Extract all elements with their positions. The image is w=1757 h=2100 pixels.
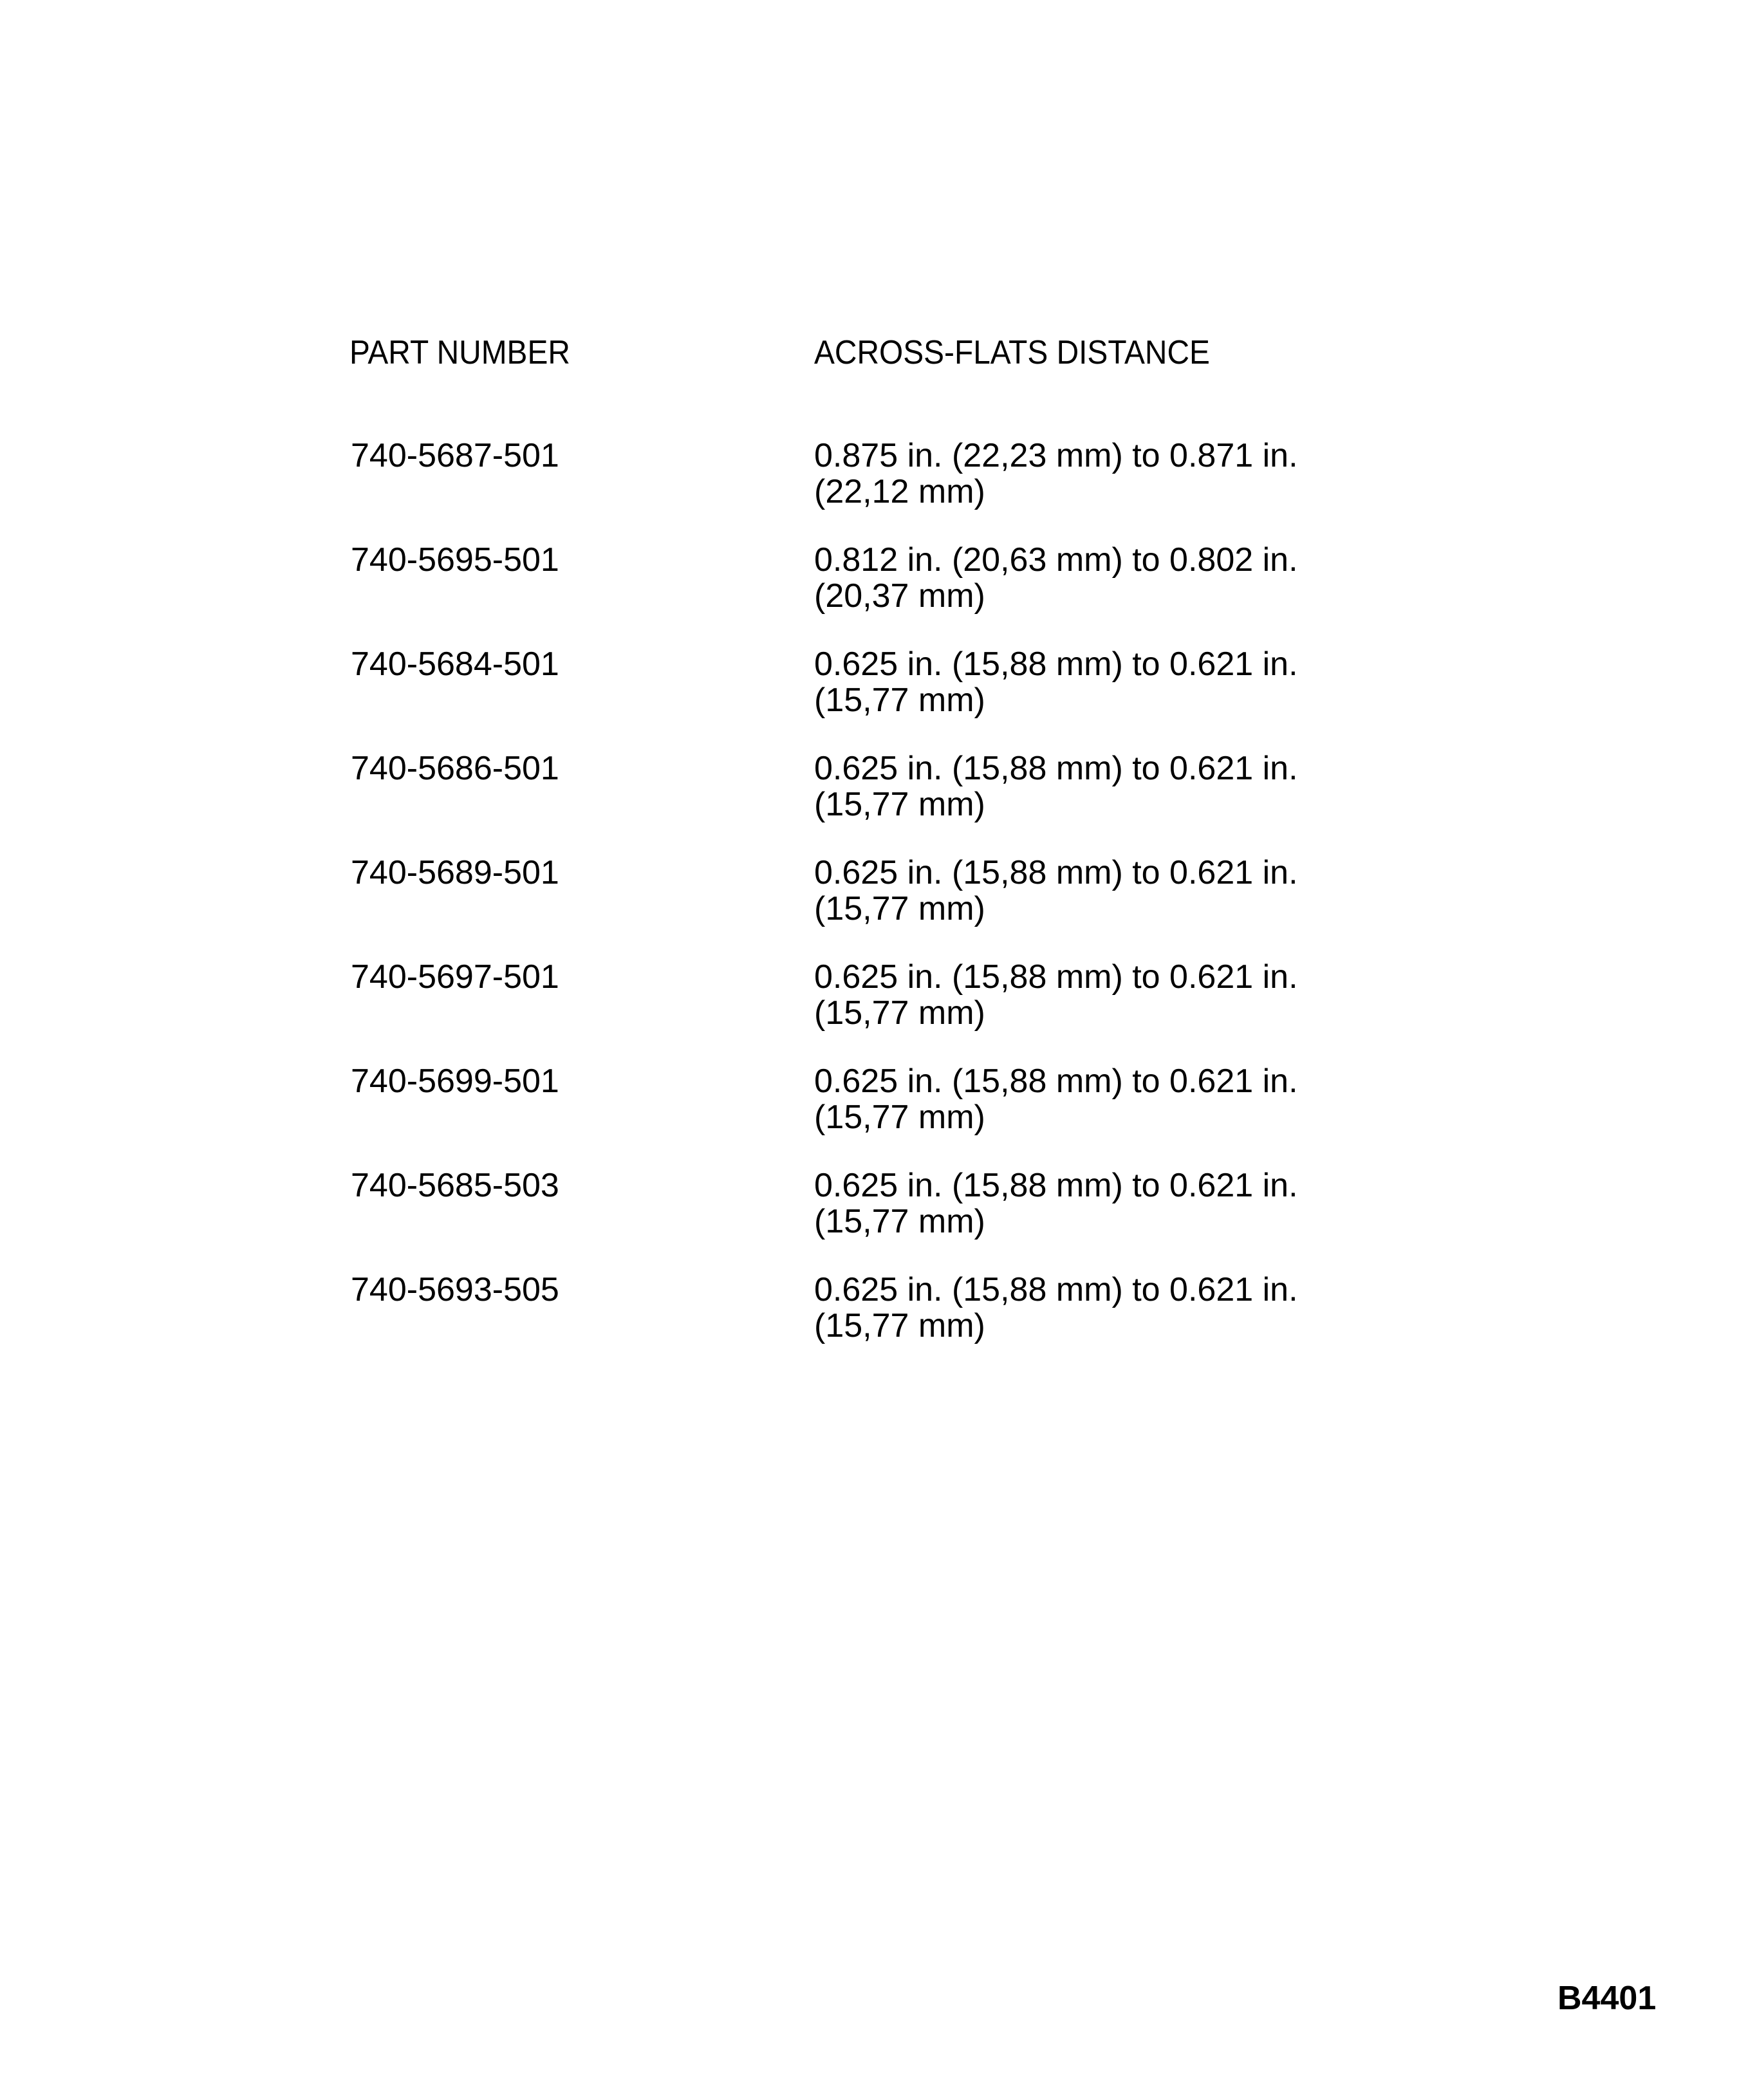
- across-flats-value: [814, 1272, 1458, 1344]
- part-number: 740-5695-501: [351, 541, 559, 579]
- header-across-flats: ACROSS-FLATS DISTANCE: [814, 334, 1210, 371]
- value-line1: 0.625 in. (15,88 mm) to 0.621 in.: [814, 1167, 1298, 1204]
- value-line2: (20,37 mm): [814, 577, 985, 615]
- part-number: 740-5699-501: [351, 1063, 559, 1100]
- value-line1: 0.625 in. (15,88 mm) to 0.621 in.: [814, 1063, 1298, 1100]
- across-flats-value: [814, 542, 1458, 614]
- table-row: [0, 1063, 1757, 1167]
- value-line2: (15,77 mm): [814, 1099, 985, 1136]
- part-number: 740-5693-505: [351, 1271, 559, 1308]
- value-line2: (15,77 mm): [814, 994, 985, 1032]
- part-number: 740-5685-503: [351, 1167, 559, 1204]
- part-number: 740-5689-501: [351, 854, 559, 891]
- value-line1: 0.625 in. (15,88 mm) to 0.621 in.: [814, 854, 1298, 891]
- table-row: [0, 1167, 1757, 1272]
- across-flats-value: [814, 959, 1458, 1031]
- table-row: [0, 438, 1757, 542]
- across-flats-value: [814, 438, 1458, 510]
- table-row: [0, 542, 1757, 646]
- part-number: 740-5687-501: [351, 437, 559, 474]
- part-number: 740-5684-501: [351, 646, 559, 683]
- across-flats-value: [814, 855, 1458, 927]
- value-line2: (15,77 mm): [814, 682, 985, 719]
- parts-table: [0, 438, 1757, 1376]
- value-line1: 0.625 in. (15,88 mm) to 0.621 in.: [814, 646, 1298, 683]
- figure-id: B4401: [1557, 1980, 1657, 2017]
- across-flats-value: [814, 1063, 1458, 1135]
- table-row: [0, 646, 1757, 750]
- value-line2: (15,77 mm): [814, 786, 985, 823]
- value-line2: (15,77 mm): [814, 890, 985, 927]
- value-line2: (15,77 mm): [814, 1203, 985, 1240]
- value-line2: (22,12 mm): [814, 473, 985, 510]
- value-line2: (15,77 mm): [814, 1307, 985, 1344]
- value-line1: 0.875 in. (22,23 mm) to 0.871 in.: [814, 437, 1298, 474]
- table-row: [0, 1272, 1757, 1376]
- across-flats-value: [814, 1167, 1458, 1240]
- value-line1: 0.625 in. (15,88 mm) to 0.621 in.: [814, 958, 1298, 996]
- table-row: [0, 959, 1757, 1063]
- across-flats-value: [814, 750, 1458, 822]
- part-number: 740-5686-501: [351, 750, 559, 787]
- value-line1: 0.812 in. (20,63 mm) to 0.802 in.: [814, 541, 1298, 579]
- part-number: 740-5697-501: [351, 958, 559, 996]
- value-line1: 0.625 in. (15,88 mm) to 0.621 in.: [814, 750, 1298, 787]
- across-flats-value: [814, 646, 1458, 718]
- value-line1: 0.625 in. (15,88 mm) to 0.621 in.: [814, 1271, 1298, 1308]
- header-part-number: PART NUMBER: [349, 334, 570, 371]
- table-row: [0, 750, 1757, 855]
- table-row: [0, 855, 1757, 959]
